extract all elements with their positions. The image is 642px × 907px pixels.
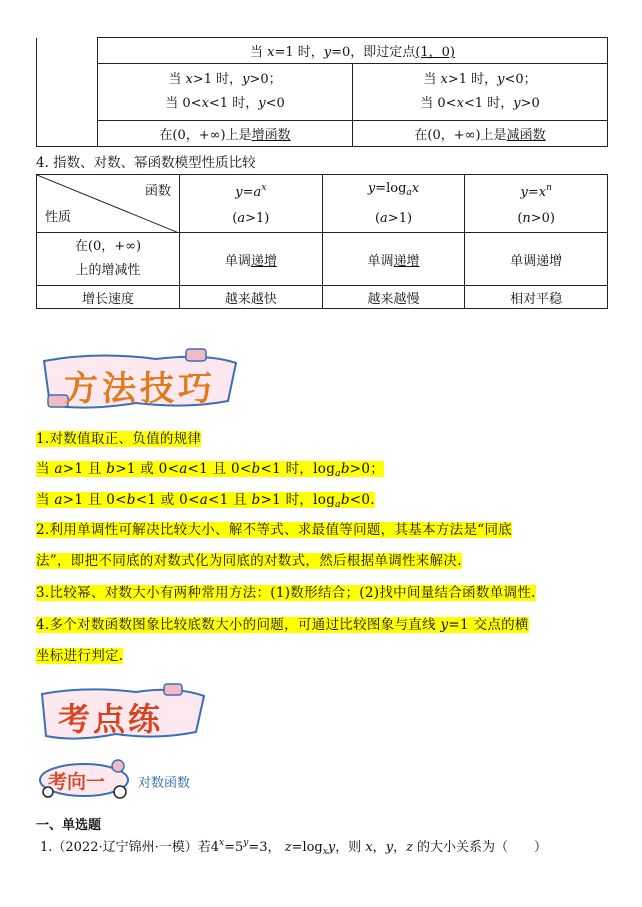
method-line-8: 坐标进行判定. bbox=[36, 648, 124, 664]
method-banner bbox=[36, 347, 246, 415]
mono-log-cell: 单调递增 bbox=[322, 233, 465, 286]
section4-heading: 4. 指数、对数、幂函数模型性质比较 bbox=[36, 155, 256, 171]
left-blank-cell bbox=[37, 38, 98, 147]
method-line-7: 4.多个对数函数图象比较底数大小的问题，可通过比较图象与直线 y=1 交点的横 bbox=[36, 617, 529, 633]
left-mono-cell: 在(0，+∞)上是增函数 bbox=[98, 121, 353, 147]
method-banner-title: 方法技巧 bbox=[64, 369, 216, 409]
mono-label-cell: 在(0，+∞) 上的增减性 bbox=[37, 233, 180, 286]
col-pow-header: $y=x^n$ (n>0) bbox=[465, 175, 608, 233]
property-table-log bbox=[36, 37, 608, 147]
direction-topic: 对数函数 bbox=[138, 776, 191, 791]
practice-banner bbox=[36, 682, 212, 744]
method-line-1: 1.对数值取正、负值的规律 bbox=[36, 431, 202, 447]
method-line-3: 当 a>1 且 0<b<1 或 0<a<1 且 b>1 时，$\log_ab<0$. bbox=[36, 492, 375, 510]
question-1: 1.（2022·辽宁锦州·一模）若$4^x=5^y=3$， $z=\log_xy$，则 x，y，z 的大小关系为（ ） bbox=[40, 838, 548, 857]
direction-banner bbox=[36, 758, 196, 800]
speed-exp-cell: 越来越快 bbox=[180, 286, 323, 309]
corner-top-label: 函数 bbox=[144, 184, 171, 199]
left-sign-cell: 当 x>1 时，y>0； 当 0<x<1 时，y<0 bbox=[98, 64, 353, 121]
speed-label-cell: 增长速度 bbox=[37, 286, 180, 309]
corner-cell bbox=[37, 175, 180, 233]
speed-log-cell: 越来越慢 bbox=[322, 286, 465, 309]
right-sign-cell: 当 x>1 时，y<0； 当 0<x<1 时，y>0 bbox=[353, 64, 608, 121]
section1-heading: 一、单选题 bbox=[36, 818, 102, 833]
comparison-table bbox=[36, 174, 608, 309]
corner-bottom-label: 性质 bbox=[45, 210, 72, 225]
fixed-point-cell: 当 x=1 时，y=0，即过定点(1，0) bbox=[98, 38, 608, 64]
direction-badge-title: 考向一 bbox=[48, 771, 106, 793]
col-exp-header: $y=a^x$ (a>1) bbox=[180, 175, 323, 233]
speed-pow-cell: 相对平稳 bbox=[465, 286, 608, 309]
method-line-5: 法”，即把不同底的对数式化为同底的对数式，然后根据单调性来解决. bbox=[36, 553, 462, 569]
mono-pow-cell: 单调递增 bbox=[465, 233, 608, 286]
method-line-2: 当 a>1 且 b>1 或 0<a<1 且 0<b<1 时，$\log_ab>0$； bbox=[36, 461, 385, 479]
method-line-6: 3.比较幂、对数大小有两种常用方法：(1)数形结合；(2)找中间量结合函数单调性. bbox=[36, 585, 536, 601]
practice-banner-title: 考点练 bbox=[58, 700, 164, 738]
col-log-header: $y=\log_ax$ (a>1) bbox=[322, 175, 465, 233]
mono-exp-cell: 单调递增 bbox=[180, 233, 323, 286]
method-line-4: 2.利用单调性可解决比较大小、解不等式、求最值等问题，其基本方法是“同底 bbox=[36, 522, 513, 538]
right-mono-cell: 在(0，+∞)上是减函数 bbox=[353, 121, 608, 147]
